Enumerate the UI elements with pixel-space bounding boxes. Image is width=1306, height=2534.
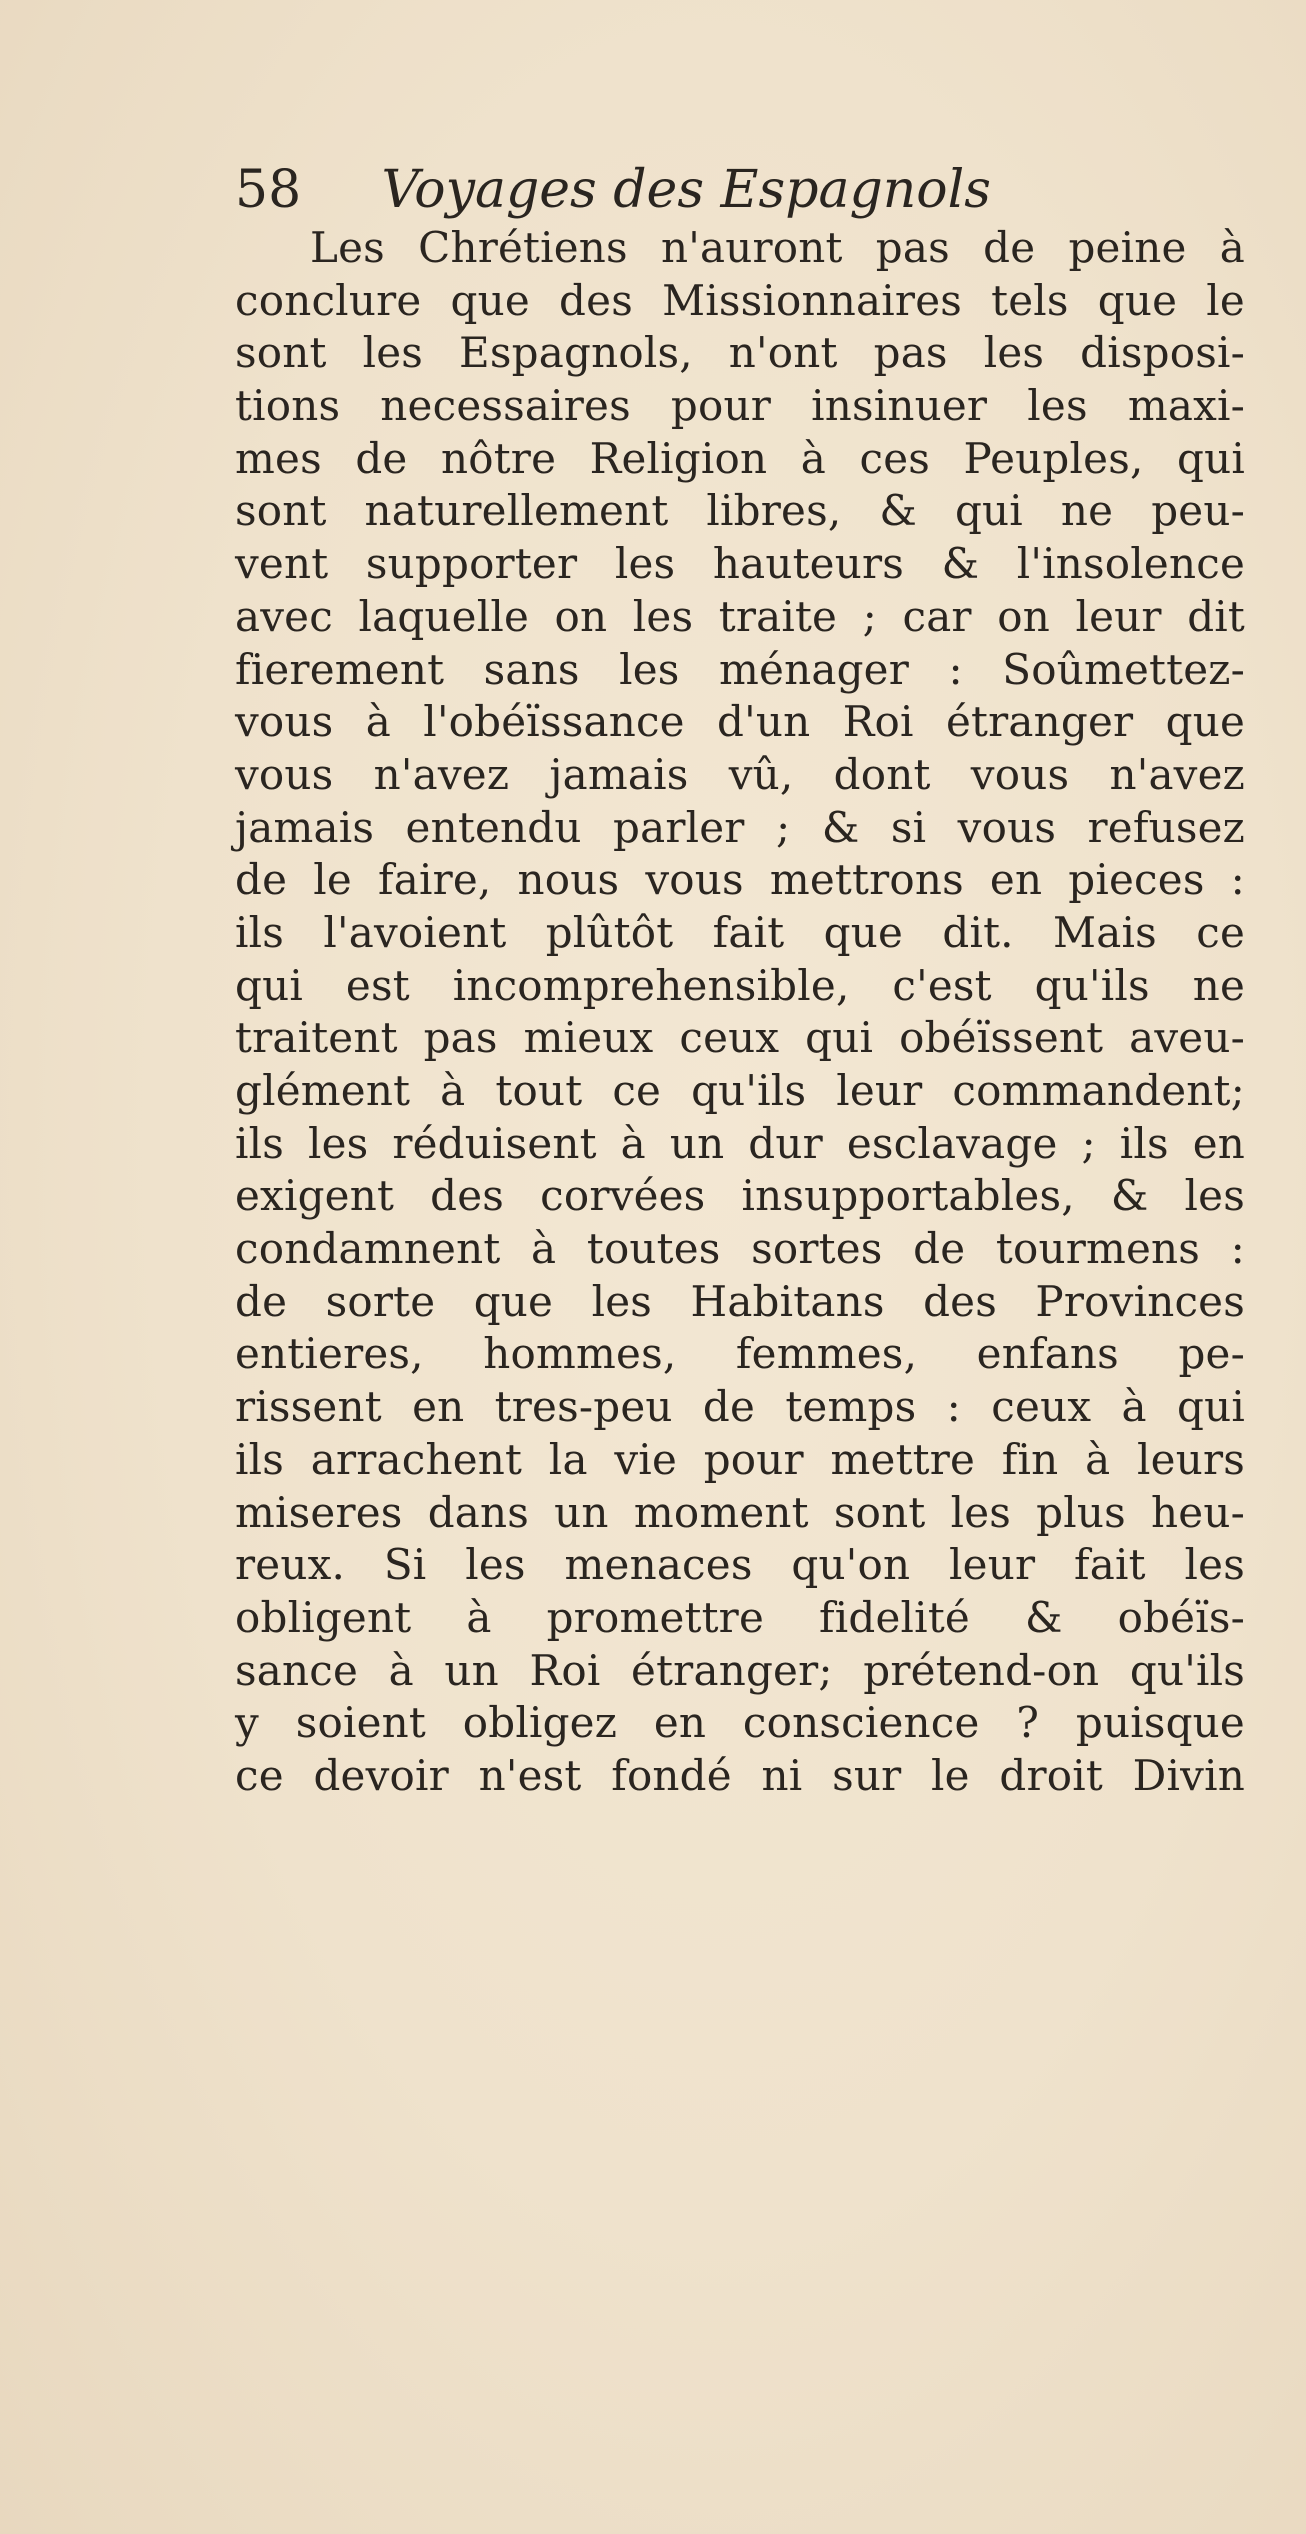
text-line: exigent des corvées insupportables, & les: [235, 1171, 1245, 1221]
text-line: sont naturellement libres, & qui ne peu-: [235, 486, 1245, 536]
text-line: sance à un Roi étranger; prétend-on qu'ils: [235, 1645, 1245, 1695]
text-line: qui est incomprehensible, c'est qu'ils ne: [235, 960, 1245, 1010]
text-line: tions necessaires pour insinuer les maxi-: [235, 381, 1245, 431]
text-line: de le faire, nous vous mettrons en pieces :: [235, 855, 1245, 905]
text-line: ce devoir n'est fondé ni sur le droit Divin: [235, 1750, 1245, 1800]
text-line: jamais entendu parler ; & si vous refusez: [235, 802, 1245, 852]
text-line: Les Chrétiens n'auront pas de peine à: [310, 223, 1245, 272]
text-line: de sorte que les Habitans des Provinces: [235, 1276, 1245, 1326]
text-line: vous n'avez jamais vû, dont vous n'avez: [235, 749, 1245, 799]
text-line: rissent en tres-peu de temps : ceux à qui: [235, 1382, 1245, 1432]
text-line: mes de nôtre Religion à ces Peuples, qui: [235, 433, 1245, 483]
text-line: avec laquelle on les traite ; car on leur dit: [235, 591, 1245, 641]
text-line: sont les Espagnols, n'ont pas les disposi-: [235, 328, 1245, 378]
text-line: entieres, hommes, femmes, enfans pe-: [235, 1329, 1245, 1379]
text-line: obligent à promettre fidelité & obéïs-: [235, 1592, 1245, 1642]
text-line: reux. Si les menaces qu'on leur fait les: [235, 1540, 1245, 1590]
text-line: traitent pas mieux ceux qui obéïssent aveu-: [235, 1013, 1245, 1063]
text-line: fierement sans les ménager : Soûmettez-: [235, 644, 1245, 694]
page-number: 58: [235, 160, 302, 220]
text-line: ils l'avoient plûtôt fait que dit. Mais ce: [235, 907, 1245, 957]
text-line: condamnent à toutes sortes de tourmens :: [235, 1224, 1245, 1274]
text-line: y soient obligez en conscience ? puisque: [235, 1698, 1245, 1748]
text-line: ils les réduisent à un dur esclavage ; ils en: [235, 1118, 1245, 1168]
body-text: [235, 222, 1245, 1803]
text-line: miseres dans un moment sont les plus heu-: [235, 1487, 1245, 1537]
text-line: conclure que des Missionnaires tels que le: [235, 275, 1245, 325]
text-line: vous à l'obéïssance d'un Roi étranger que: [235, 697, 1245, 747]
running-head: [235, 160, 1035, 220]
running-title: Voyages des Espagnols: [381, 160, 991, 220]
text-line: vent supporter les hauteurs & l'insolence: [235, 539, 1245, 589]
text-line: ils arrachent la vie pour mettre fin à leurs: [235, 1434, 1245, 1484]
text-line: glément à tout ce qu'ils leur commandent;: [235, 1066, 1245, 1115]
